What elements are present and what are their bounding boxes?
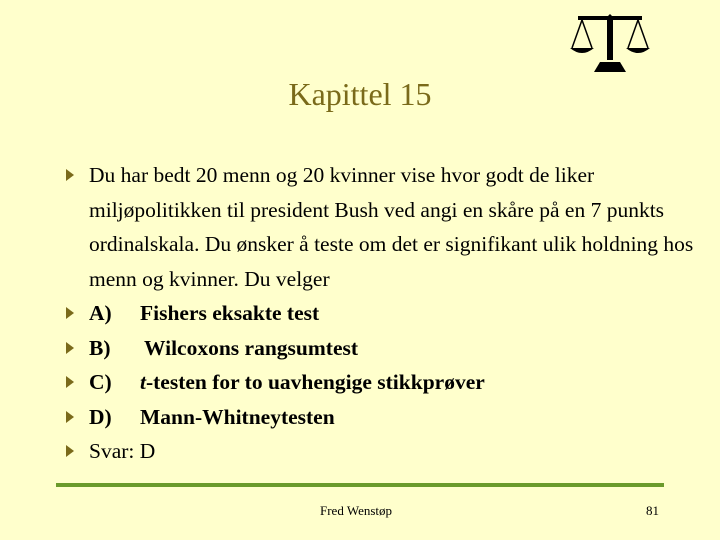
triangle-bullet-icon [66, 376, 74, 388]
bullet-option-b [66, 331, 706, 366]
option-italic-t: t [140, 370, 146, 394]
option-letter: D) [89, 404, 112, 429]
page-number: 81 [646, 503, 659, 518]
option-text: Mann-Whitneytesten [140, 404, 335, 429]
footer-author: Fred Wenstøp [320, 503, 393, 518]
footer-rule [56, 483, 664, 487]
triangle-bullet-icon [66, 307, 74, 319]
option-text: Fishers eksakte test [140, 301, 320, 325]
bullet-option-c [66, 365, 706, 400]
bullet-answer [66, 434, 706, 469]
slide-title: Kapittel 15 [288, 76, 432, 112]
option-text: Wilcoxons rangsumtest [144, 335, 359, 360]
balance-scale-icon [568, 12, 652, 74]
triangle-bullet-icon [66, 169, 74, 181]
option-letter: A) [89, 301, 112, 325]
triangle-bullet-icon [66, 445, 74, 457]
option-text: -testen for to uavhengige stikkprøver [145, 370, 485, 394]
bullet-option-d [66, 400, 706, 435]
bullet-list [66, 158, 706, 469]
triangle-bullet-icon [66, 342, 74, 354]
bullet-intro [66, 158, 706, 296]
option-letter: C) [89, 370, 112, 394]
answer-text: Svar: D [89, 439, 156, 463]
triangle-bullet-icon [66, 411, 74, 423]
option-letter: B) [89, 335, 111, 360]
bullet-option-a [66, 296, 706, 331]
intro-text: Du har bedt 20 menn og 20 kvinner vise hvor godt de liker miljøpolitikken til president Bush ved angi en skåre på en 7 punkts ordinalskala. Du ønsker å teste om det er signifikant ulik holdning hos menn og kvinner. Du velger [89, 163, 694, 291]
